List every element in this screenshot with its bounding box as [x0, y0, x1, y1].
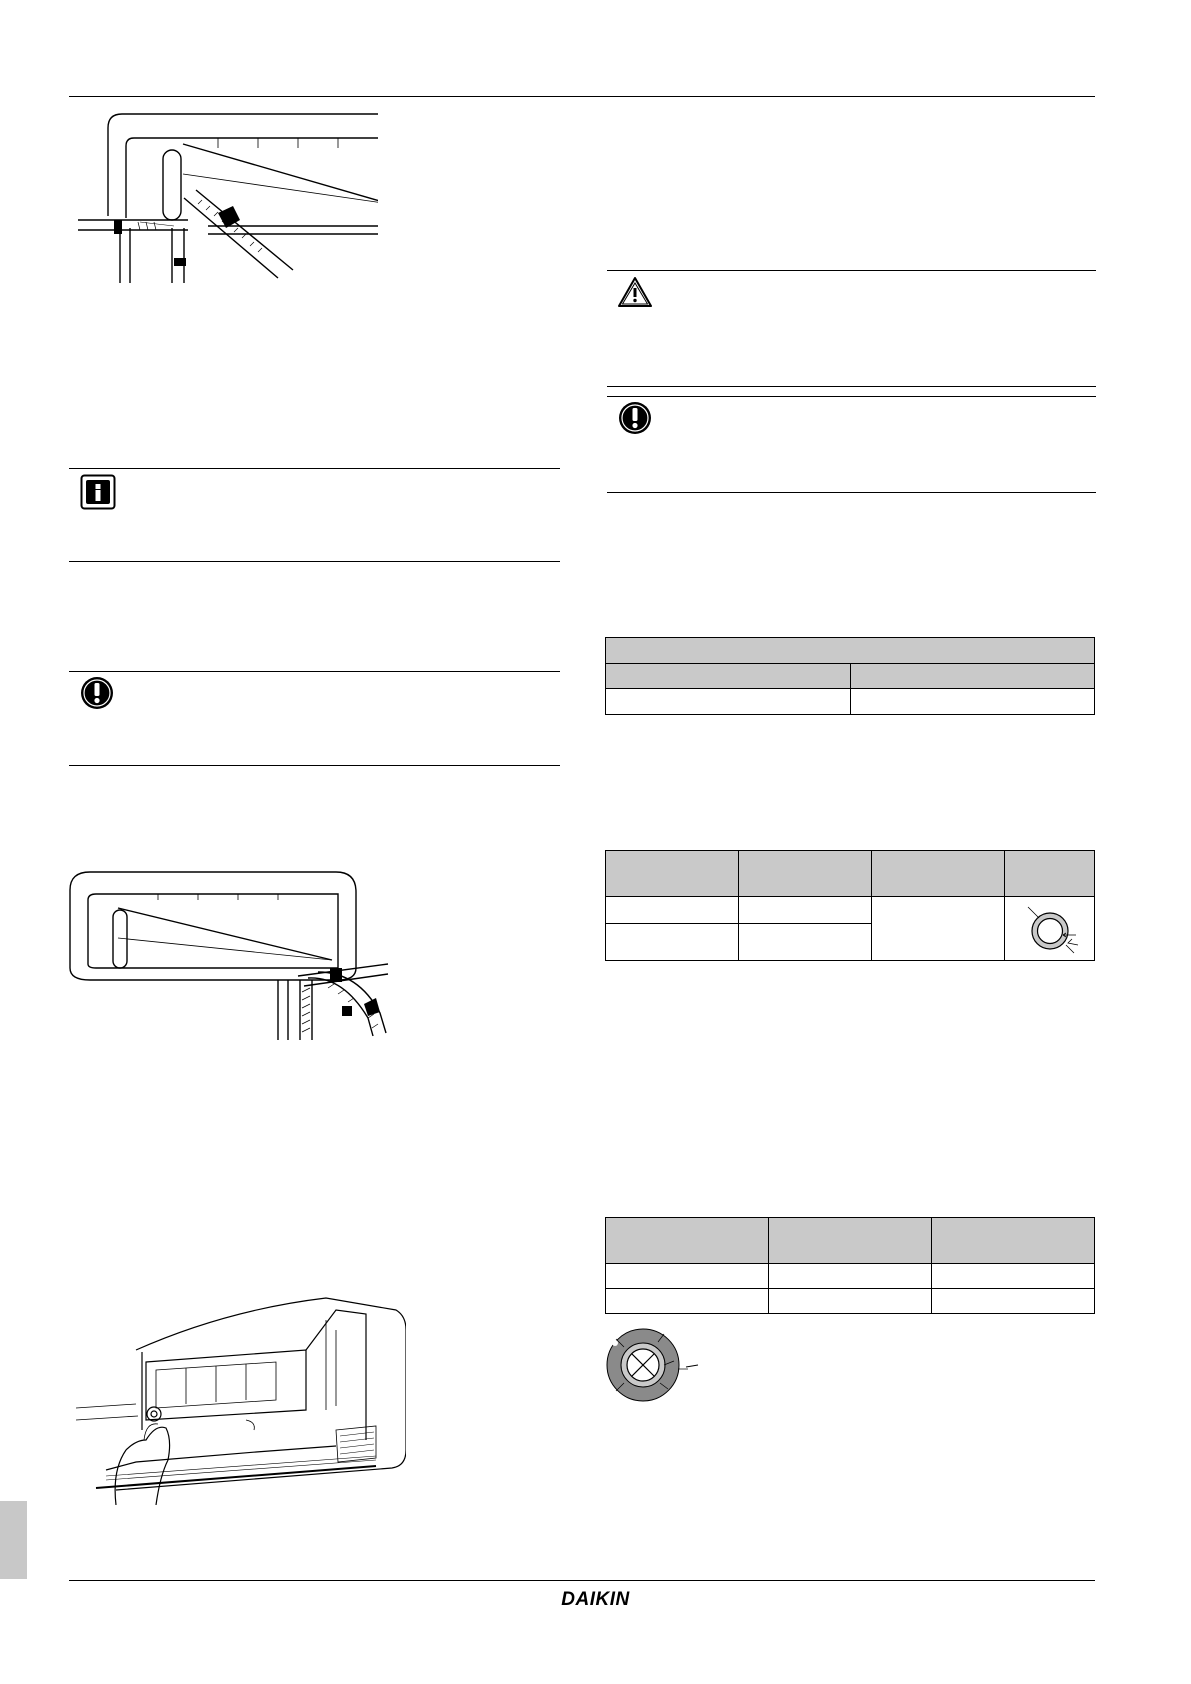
table-3-header-cell	[932, 1218, 1095, 1264]
important-right-bottom-rule	[607, 492, 1096, 493]
table-3-cell	[769, 1264, 932, 1289]
brand-logo: DAIKIN	[561, 1589, 630, 1610]
table-2-header-cell	[739, 851, 872, 897]
table-3-cell	[606, 1289, 769, 1314]
important-top-rule	[69, 671, 560, 672]
table-3-cell	[932, 1264, 1095, 1289]
table-3-header-cell	[769, 1218, 932, 1264]
table-2	[605, 850, 1095, 961]
warning-triangle-icon	[617, 276, 653, 308]
header-rule	[69, 96, 1095, 97]
table-3-cell	[769, 1289, 932, 1314]
important-icon	[80, 676, 114, 710]
table-3-cell	[932, 1289, 1095, 1314]
warning-top-rule	[607, 270, 1096, 271]
table-1	[605, 637, 1095, 715]
note-bottom-rule	[69, 561, 560, 562]
figure-piping-down	[68, 868, 408, 1040]
figure-insulation-section	[598, 1325, 708, 1405]
table-2-cell	[739, 897, 872, 924]
table-2-header-cell	[1005, 851, 1095, 897]
table-2-cell	[872, 897, 1005, 961]
important-bottom-rule	[69, 765, 560, 766]
table-3-header-cell	[606, 1218, 769, 1264]
table-1-title-cell	[606, 638, 1095, 664]
info-icon	[80, 474, 116, 510]
figure-indoor-unit	[76, 1290, 406, 1505]
side-tab	[0, 1501, 27, 1579]
table-3-cell	[606, 1264, 769, 1289]
important-icon	[618, 401, 652, 435]
table-1-header-cell	[851, 664, 1095, 689]
table-1-header-cell	[606, 664, 851, 689]
table-2-cell	[606, 924, 739, 961]
table-3	[605, 1217, 1095, 1314]
table-2-cell	[606, 897, 739, 924]
important-right-top-rule	[607, 396, 1096, 397]
table-2-cell	[739, 924, 872, 961]
table-2-header-cell	[606, 851, 739, 897]
table-1-cell	[851, 689, 1095, 715]
pipe-section-icon	[1010, 901, 1090, 957]
note-top-rule	[69, 468, 560, 469]
table-1-cell	[606, 689, 851, 715]
footer-rule	[69, 1580, 1095, 1581]
figure-piping-side	[78, 108, 378, 283]
table-2-header-cell	[872, 851, 1005, 897]
warning-bottom-rule	[607, 386, 1096, 387]
table-2-cell	[1005, 897, 1095, 961]
